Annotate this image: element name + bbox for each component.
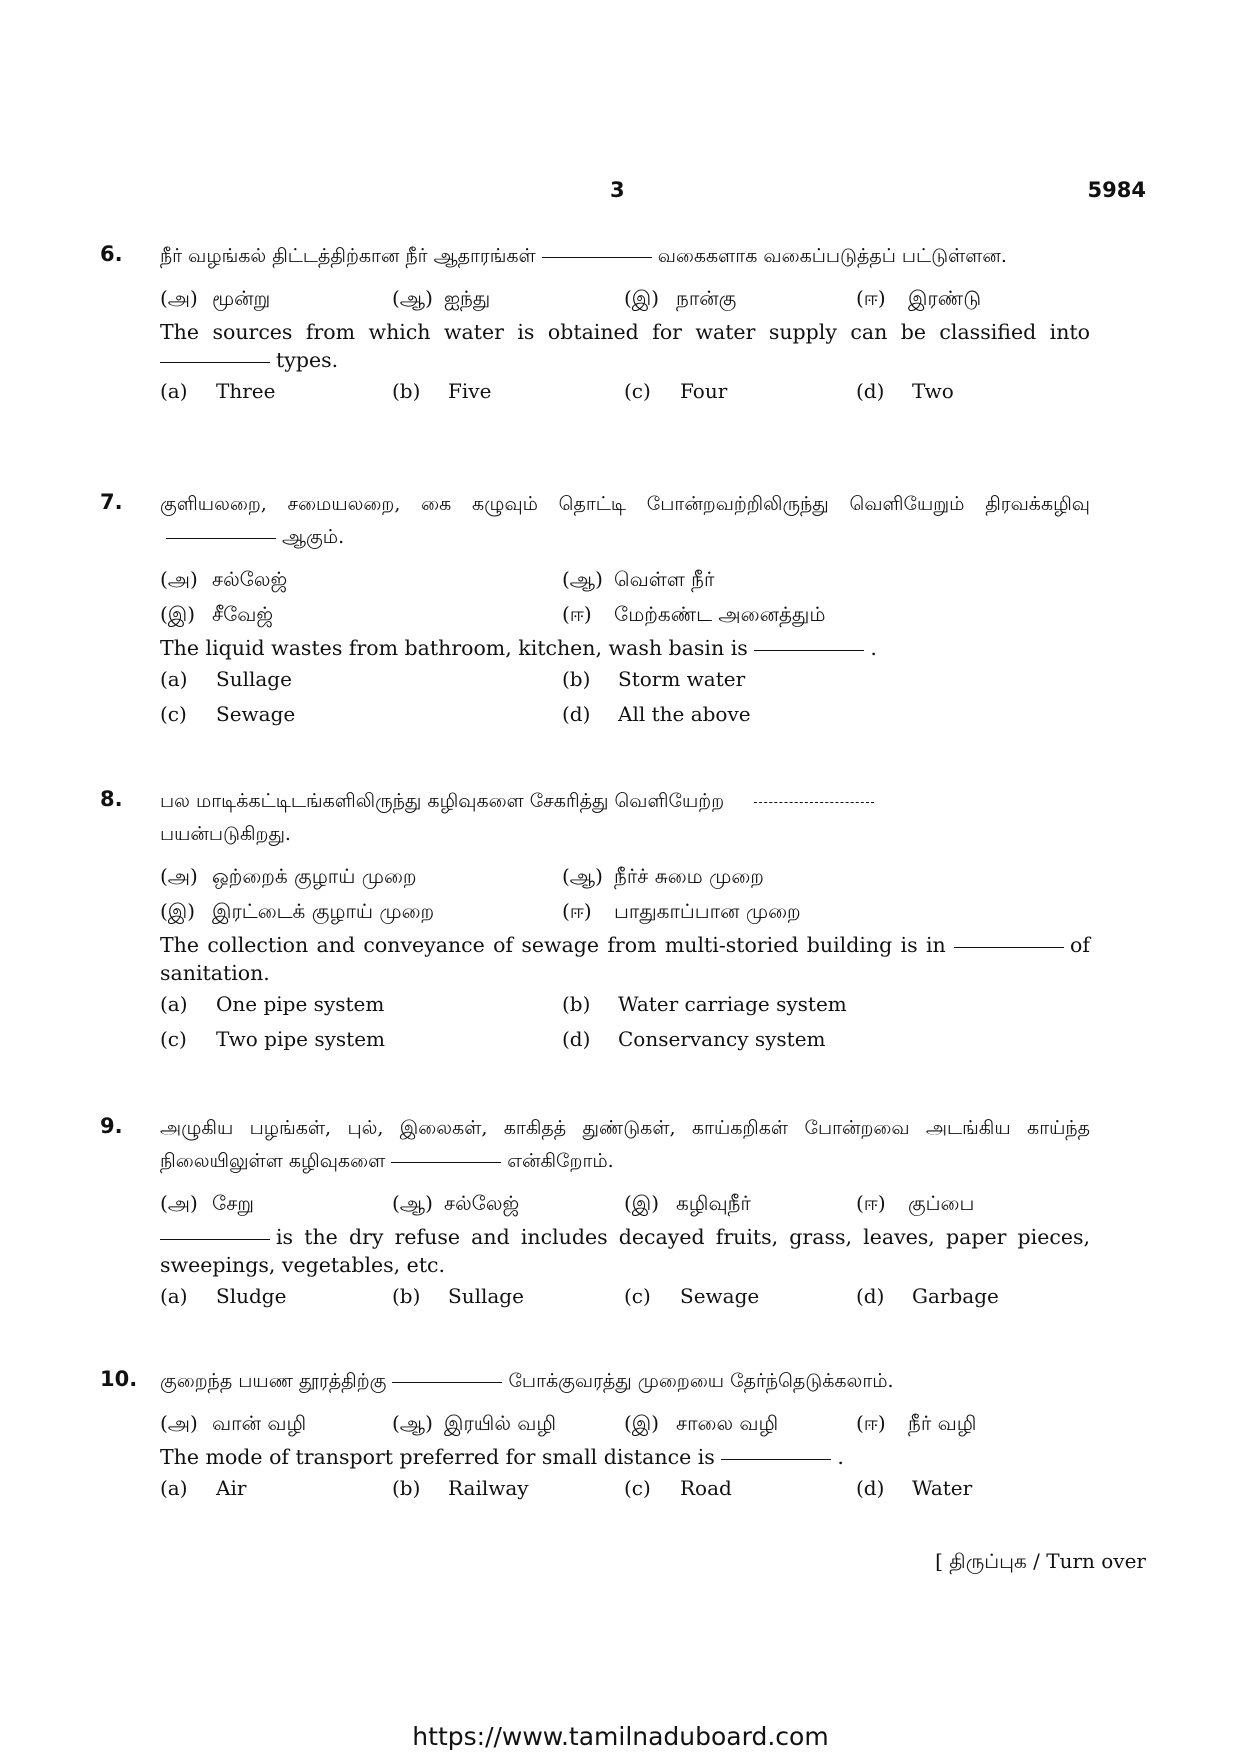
question-number: 7. [100,490,123,514]
option-b-tamil: (ஆ) நீர்ச் சுமை முறை [562,864,764,888]
tamil-options [160,562,1090,632]
option-a: (a) One pipe system [160,992,385,1016]
option-d: (d) All the above [562,702,751,726]
question-text-tamil: பல மாடிக்கட்டிடங்களிலிருந்து கழிவுகளை சேகரித்து வெளியேற்ற பயன்படுகிறது. [160,785,1090,851]
source-url[interactable]: https://www.tamilnaduboard.com [412,1722,829,1751]
option-d: (d) Conservancy system [562,1027,826,1051]
question-10 [100,1365,1090,1506]
question-6 [100,240,1090,409]
option-a: (a) Sullage [160,667,292,691]
tamil-options [160,1186,1090,1221]
answer-blank [392,1381,502,1383]
option-b: (b) Railway [392,1476,529,1500]
question-number: 9. [100,1114,123,1138]
question-text-tamil: குளியலறை, சமையலறை, கை கழுவும் தொட்டி போன்றவற்றிலிருந்து வெளியேறும் திரவக்கழிவுஆகும். [160,493,1090,548]
option-c: (c) Two pipe system [160,1027,386,1051]
question-text-english: The liquid wastes from bathroom, kitchen, wash basin is . [160,636,877,660]
question-text-english: The collection and conveyance of sewage from multi-storied building is in of sanitation. [160,933,1090,985]
option-c-tamil: (இ) சாலை வழி [624,1411,779,1435]
answer-blank [542,256,652,258]
option-b: (b) Water carriage system [562,992,847,1016]
answer-blank [754,649,864,651]
answer-blank [754,801,874,803]
option-d: (d) Two [856,379,954,403]
answer-blank [721,1458,831,1460]
option-a: (a) Air [160,1476,247,1500]
english-options [160,987,1090,1057]
question-text-english: is the dry refuse and includes decayed fruits, grass, leaves, paper pieces, sweepings, vegetables, etc. [160,1225,1090,1277]
option-d: (d) Water [856,1476,973,1500]
option-b: (b) Five [392,379,492,403]
option-c: (c) Sewage [160,702,296,726]
question-number: 10. [100,1367,138,1391]
option-a: (a) Three [160,379,276,403]
page-number: 3 [610,178,625,202]
option-c-tamil: (இ) இரட்டைக் குழாய் முறை [160,899,435,923]
answer-blank [160,361,270,363]
option-d-tamil: (ஈ) மேற்கண்ட அனைத்தும் [562,602,826,626]
answer-blank [166,537,276,539]
question-text-tamil: அழுகிய பழங்கள், புல், இலைகள், காகிதத் துண்டுகள், காய்கறிகள் போன்றவை அடங்கிய காய்ந்த நிலையிலுள்ள கழிவுகளை என்கிறோம். [160,1117,1090,1172]
option-c: (c) Four [624,379,728,403]
option-b: (b) Sullage [392,1284,524,1308]
option-a-tamil: (அ) சேறு [160,1191,254,1215]
english-options [160,1471,1090,1506]
option-a-tamil: (அ) சல்லேஜ் [160,567,288,591]
answer-blank [391,1161,501,1163]
option-d-tamil: (ஈ) குப்பை [856,1191,975,1215]
option-c: (c) Road [624,1476,732,1500]
option-d-tamil: (ஈ) நீர் வழி [856,1411,977,1435]
answer-blank [954,946,1064,948]
option-d-tamil: (ஈ) இரண்டு [856,286,982,310]
paper-code: 5984 [1087,178,1146,202]
option-d: (d) Garbage [856,1284,999,1308]
option-c-tamil: (இ) நான்கு [624,286,737,310]
english-options [160,662,1090,732]
question-7 [100,488,1090,732]
option-b: (b) Storm water [562,667,746,691]
question-9 [100,1112,1090,1314]
english-options [160,374,1090,409]
option-b-tamil: (ஆ) வெள்ள நீர் [562,567,715,591]
option-c-tamil: (இ) கழிவுநீர் [624,1191,751,1215]
option-b-tamil: (ஆ) ஐந்து [392,286,491,310]
answer-blank [160,1238,270,1240]
question-text-tamil: நீர் வழங்கல் திட்டத்திற்கான நீர் ஆதாரங்கள் வகைகளாக வகைப்படுத்தப் பட்டுள்ளன. [160,245,1007,267]
english-options [160,1279,1090,1314]
question-text-tamil: குறைந்த பயண தூரத்திற்கு போக்குவரத்து முறையை தேர்ந்தெடுக்கலாம். [160,1370,894,1392]
option-a-tamil: (அ) வான் வழி [160,1411,307,1435]
tamil-options [160,1406,1090,1441]
tamil-options [160,859,1090,929]
option-c: (c) Sewage [624,1284,760,1308]
question-text-english: The sources from which water is obtained for water supply can be classified into types. [160,320,1090,372]
option-a-tamil: (அ) மூன்று [160,286,271,310]
question-number: 6. [100,242,123,266]
question-text-english: The mode of transport preferred for small distance is . [160,1445,844,1469]
question-8 [100,785,1090,1057]
tamil-options [160,281,1090,316]
turn-over-note: [ திருப்புக / Turn over [935,1549,1146,1573]
option-b-tamil: (ஆ) சல்லேஜ் [392,1191,520,1215]
option-a: (a) Sludge [160,1284,287,1308]
question-number: 8. [100,787,123,811]
option-b-tamil: (ஆ) இரயில் வழி [392,1411,557,1435]
option-c-tamil: (இ) சீவேஜ் [160,602,274,626]
option-a-tamil: (அ) ஒற்றைக் குழாய் முறை [160,864,417,888]
option-d-tamil: (ஈ) பாதுகாப்பான முறை [562,899,801,923]
